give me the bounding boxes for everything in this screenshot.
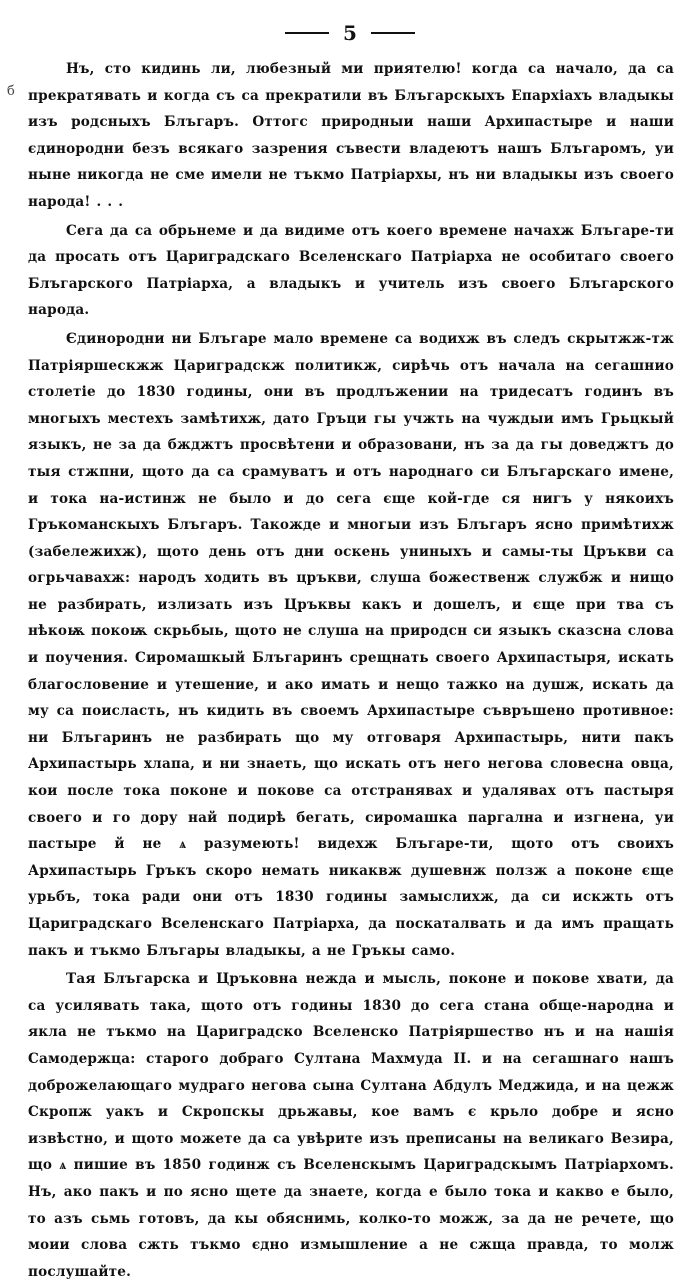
page-header xyxy=(0,18,700,48)
page-number: 5 xyxy=(343,21,357,45)
paragraph-1: Нъ, сто кидинь ли, любезный ми приятелю! когда са начало, да са прекратявать и когда съ са прекратили въ Блъгарскыхъ Епархіахъ владыкы изъ родсныхъ Блъгаръ. Оттогс природныи наши Архипастыре и наши єдинородни безъ всякаго зазрения съвести владеютъ нашъ Блъгаромъ, уи ныне никогда не сме имели не тъкмо Патріархы, нъ ни владыкы изъ своего народа! . . . xyxy=(28,61,674,210)
header-rule-left xyxy=(285,32,329,34)
paragraph-3: Єдинородни ни Блъгаре мало времене са водихж въ следъ скрытжж-тж Патріяршескжж Цариградскж политикж, сирѣчь отъ начала на сегашнио столетіе до 1830 годины, они въ продлъжении на тридесатъ годинъ въ многыхъ местехъ замѣтихж, дато Гръци гы учжть на чуждыи имъ Грьцкый языкъ, не за да бжджтъ просвѣтени и образовани, нъ за да гы доведжтъ до тыя стжпни, щото да са срамуватъ и отъ народнаго си Блъгарскаго имене, и тока на-истинж не было и до сега єще кой-где ся нигъ у някоихъ Гръкоманскыхъ Блъгаръ. Такожде и многыи изъ Блъгаръ ясно примѣтихж (забележихж), щото день отъ дни оскень униныхъ и самы-ты Цръкви са огрьчавахж: народъ ходить въ цръкви, слуша божественж службж и нищо не разбирать, излизать изъ Цръквы какъ и дошелъ, и єще при тва съ нѣкоѭ покоѭ скрьбыь, щото не слуша на природсн си языкъ сказсна слова и поучения. Сиромашкый Блъгаринъ срещнать своего Архипастыря, искать благословение и утешение, и ако имать и нещо тажко на душж, искать да му са поисласть, нъ кидить въ своемъ Архипастыре съвръшено противное: ни Блъгаринъ не разбирать що му отговаря Архипастырь, нити пакъ Архипастырь хлапа, и ни знаеть, що искать отъ него негова словесна овца, кои после тока поконе и покове са отстранявах и удалявах отъ пастыря своего и го дору най подирѣ бегать, сиромашка паргална и изгнена, уи пастыре й не ѧ разумеють! видехж Блъгаре-ти, щото отъ своихъ Архипастырь Гръкъ скоро немать никаквж душевнж ползж а поконе єще урьбъ, тока ради они отъ 1830 годины замыслихж, да си искжть отъ Цариградскаго Вселенскаго Патріарха, да поскаталвать и да имъ пращать пакъ и тъкмо Блъгары владыкы, а не Гръкы само. xyxy=(28,330,674,959)
header-rule-right xyxy=(371,32,415,34)
paragraph-2: Сега да са обрьнеме и да видиме отъ коего времене начахж Блъгаре-ти да просать отъ Цариградскаго Вселенскаго Патріарха не особитаго своего Блъгарского Патріарха, а владыкъ и учитель изъ своего Блъгарского народа. xyxy=(28,222,674,319)
paragraph-4: Тая Блъгарска и Цръковна нежда и мысль, поконе и покове хвати, да са усилявать така, щото отъ годины 1830 до сега стана обще-народна и якла не тъкмо на Цариградско Вселенско Патріяршество нъ и на нашія Самодержца: старого добраго Султана Махмуда II. и на сегашнаго нашъ доброжелающаго мудраго негова сына Султана Абдулъ Меджида, и на цежж Скропж уакъ и Скропскы дрьжавы, кое вамъ є крьло добре и ясно извѣстно, и щото можете да са увѣрите изъ преписаны на великаго Везира, що ѧ пишие въ 1850 годинж съ Вселенскымъ Цариградскымъ Патріархомъ. Нъ, ако пакъ и по ясно щете да знаете, когда е было тока и какво е было, то азъ сьмь готовъ, да кы обяснимь, колко-то можж, за да не речете, що моии слова сжть тъкмо єдно измышление а не сжща правда, то молж послушайте. xyxy=(28,971,674,1280)
body-text xyxy=(28,56,674,1287)
margin-annotation: б xyxy=(7,84,15,99)
